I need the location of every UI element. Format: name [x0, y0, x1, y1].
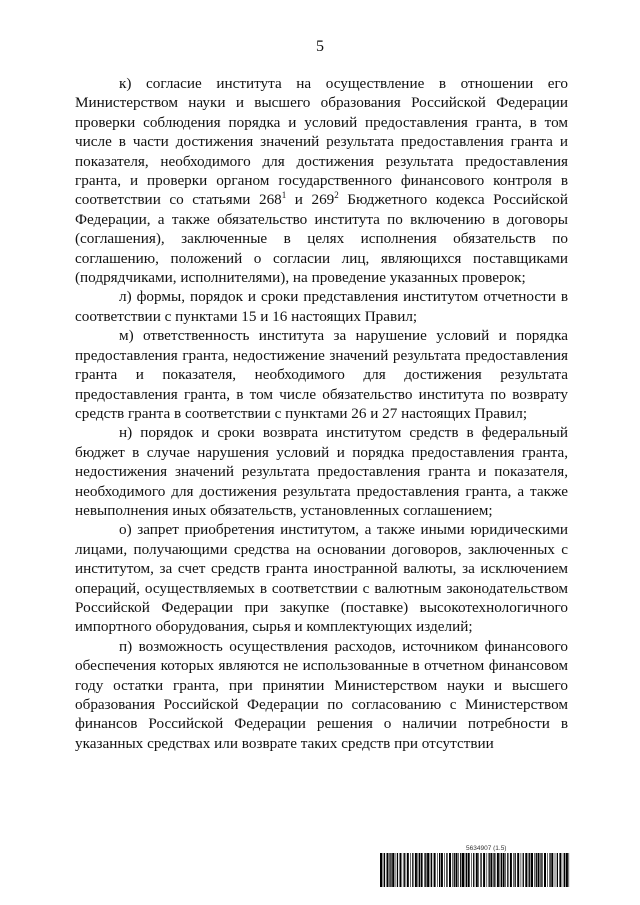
paragraph-k-text-1: к) согласие института на осуществление в отношении его Министерством науки и высшего образования Российской Федерации проверки соблюдения порядка и условий предоставления гранта, в том числе в части достижения значений результата предоставления гранта и показателя, необходимого для достижения результата предоставления гранта, и проверки органом государственного финансового контроля в соответствии со статьями 268: [75, 75, 568, 209]
paragraph-l: л) формы, порядок и сроки представления институтом отчетности в соответствии с пунктами 15 и 16 настоящих Правил;: [75, 288, 568, 325]
paragraph-o: о) запрет приобретения институтом, а также иными юридическими лицами, получающими средства на основании договоров, заключенных с институтом, за счет средств гранта иностранной валюты, за исключением операций, осуществляемых в соответствии с валютным законодательством Российской Федерации при закупке (поставке) высокотехнологичного импортного оборудования, сырья и комплектующих изделий;: [75, 521, 568, 636]
page-number: 5: [316, 38, 324, 55]
paragraph-m: м) ответственность института за нарушение условий и порядка предоставления гранта, недостижение значений результата предоставления гранта и показателя, необходимого для достижения результата предоставления гранта, в том числе обязательство института по возврату средств гранта в соответствии с пунктами 26 и 27 настоящих Правил;: [75, 327, 568, 422]
paragraph-k-text-2: и 269: [286, 191, 335, 209]
paragraph-k-text-3: Бюджетного кодекса Российской Федерации, а также обязательство института по включению в договоры (соглашения), заключенные в целях исполнения обязательств по соглашению, положений о согласии лиц, являющихся поставщиками (подрядчиками, исполнителями), на проведение указанных проверок;: [75, 191, 568, 287]
paragraph-k: [75, 74, 568, 287]
document-body: [75, 74, 568, 753]
paragraph-n: н) порядок и сроки возврата институтом средств в федеральный бюджет в случае нарушения условий и порядка предоставления гранта, недостижения значений результата предоставления гранта и показателя, необходимого для достижения результата предоставления гранта, а также невыполнения иных обязательств, установленных соглашением;: [75, 424, 568, 519]
superscript-2: 2: [334, 190, 339, 201]
superscript-1: 1: [281, 190, 287, 201]
paragraph-p: п) возможность осуществления расходов, источником финансового обеспечения которых являются не использованные в отчетном финансовом году остатки гранта, при принятии Министерством науки и высшего образования Российской Федерации по согласованию с Министерством финансов Российской Федерации решения о наличии потребности в указанных средствах или возврате таких средств при отсутствии: [75, 637, 568, 752]
document-code: 5634907 (1.5): [466, 845, 507, 852]
barcode-image: [380, 853, 570, 887]
